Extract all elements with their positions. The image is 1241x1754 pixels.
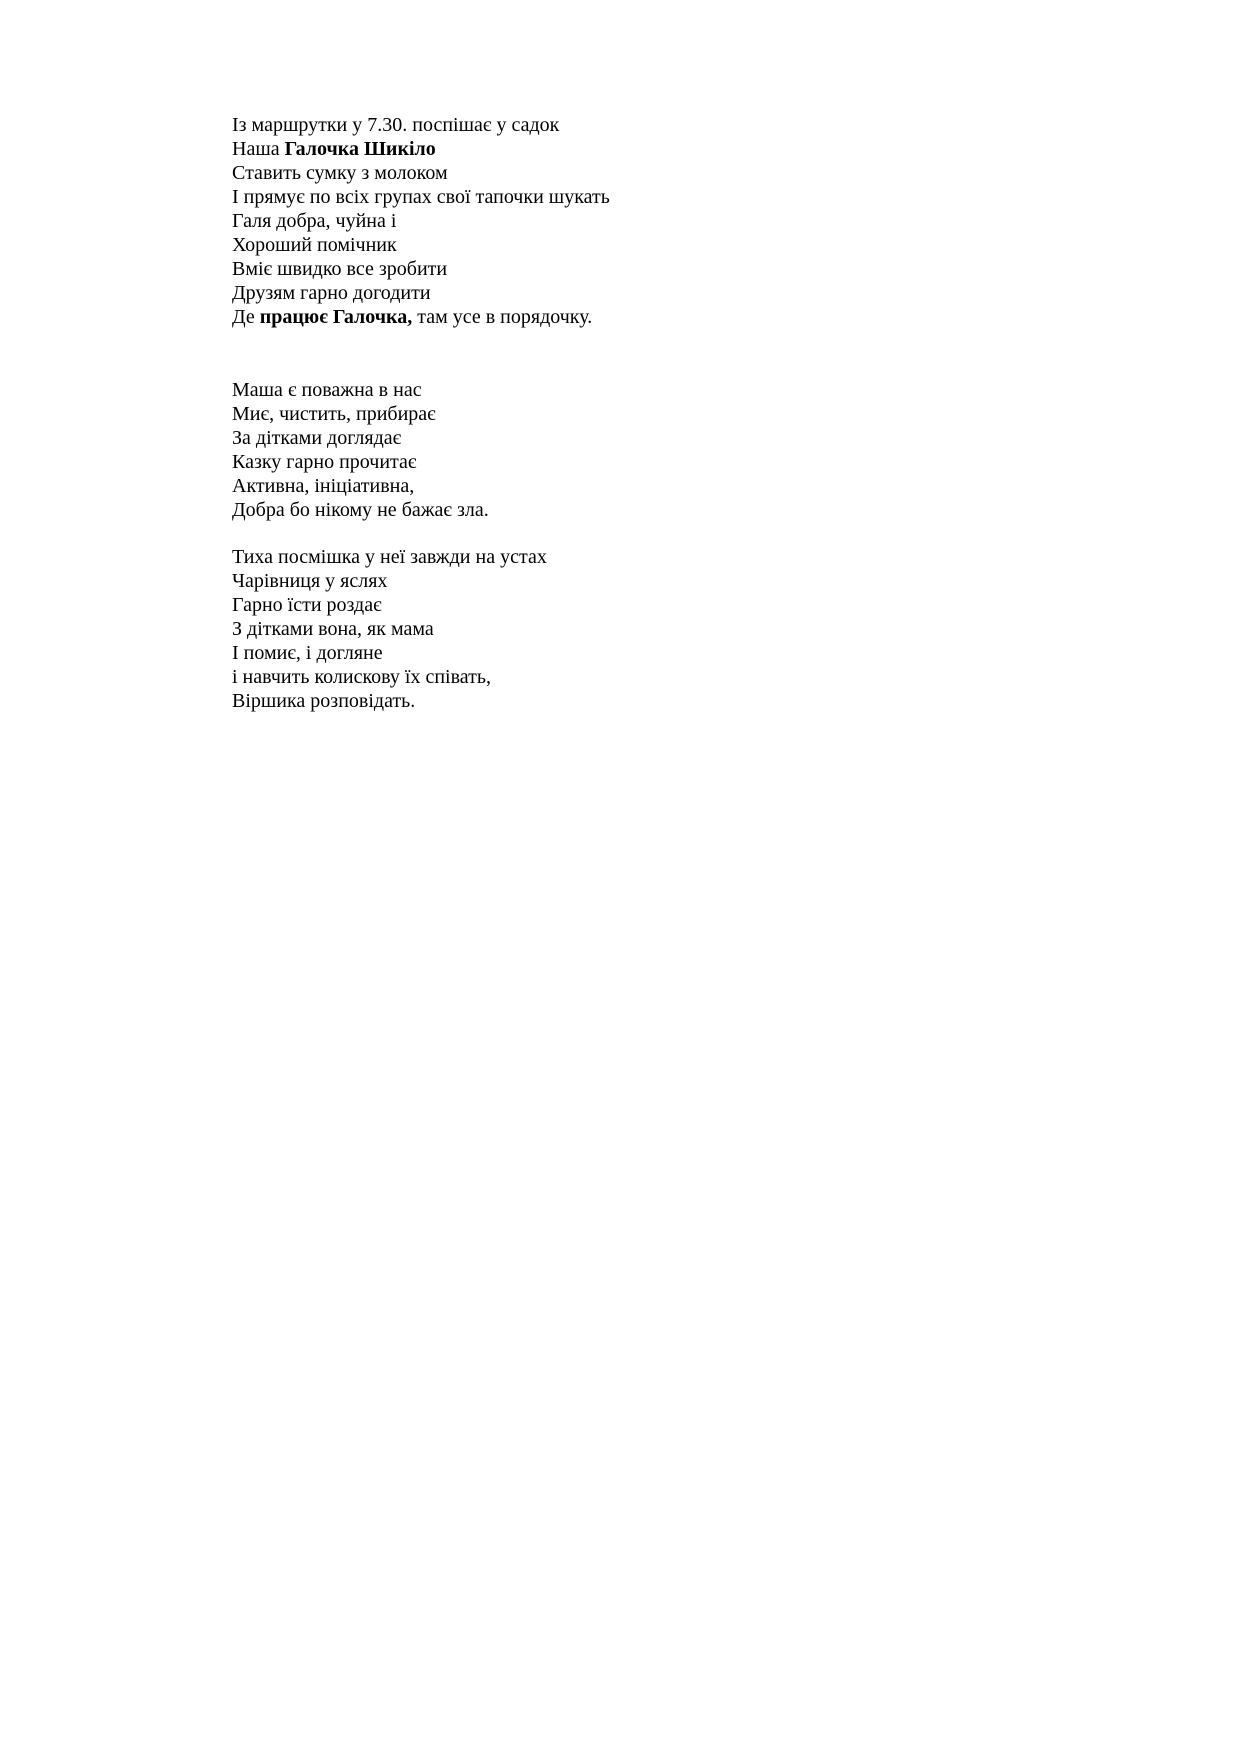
line-text: І прямує по всіх групах свої тапочки шукать (232, 186, 610, 208)
stanza-1 (232, 113, 992, 329)
poem-line (232, 209, 992, 233)
poem-line (232, 689, 992, 713)
poem-line (232, 498, 992, 522)
line-text: Друзям гарно догодити (232, 282, 431, 304)
line-text: За дітками доглядає (232, 427, 402, 449)
poem-line (232, 402, 992, 426)
poem-line (232, 113, 992, 137)
line-text: Де (232, 306, 260, 328)
poem-line (232, 281, 992, 305)
line-text: і навчить колискову їх співать, (232, 666, 491, 688)
poem-line (232, 185, 992, 209)
poem-line (232, 665, 992, 689)
poem-line (232, 233, 992, 257)
bold-name: Галочка Шикіло (284, 138, 436, 160)
poem-line (232, 569, 992, 593)
line-text: Гарно їсти роздає (232, 594, 382, 616)
stanza-2 (232, 378, 992, 522)
line-text: Активна, ініціативна, (232, 475, 415, 497)
line-text: Добра бо нікому не бажає зла. (232, 499, 489, 521)
line-text: Вміє швидко все зробити (232, 258, 448, 280)
poem-line (232, 593, 992, 617)
poem-line (232, 161, 992, 185)
line-text: Маша є поважна в нас (232, 379, 422, 401)
line-text: Віршика розповідать. (232, 690, 416, 712)
poem-line (232, 305, 992, 329)
line-text: Миє, чистить, прибирає (232, 403, 436, 425)
poem-line (232, 641, 992, 665)
line-text: Чарівниця у яслях (232, 570, 388, 592)
line-text: Ставить сумку з молоком (232, 162, 448, 184)
poem-line (232, 378, 992, 402)
line-text: З дітками вона, як мама (232, 618, 434, 640)
line-text: Тиха посмішка у неї завжди на устах (232, 546, 547, 568)
poem-line (232, 474, 992, 498)
line-text: Казку гарно прочитає (232, 451, 417, 473)
line-text: там усе в порядочку. (412, 306, 593, 328)
poem-line (232, 137, 992, 161)
stanza-3 (232, 545, 992, 713)
line-text: Із маршрутки у 7.30. поспішає у садок (232, 114, 560, 136)
poem-line (232, 257, 992, 281)
line-text: Галя добра, чуйна і (232, 210, 397, 232)
poem-line (232, 617, 992, 641)
line-text: І помиє, і догляне (232, 642, 383, 664)
poem-line (232, 545, 992, 569)
poem-line (232, 426, 992, 450)
poem-line (232, 450, 992, 474)
line-text: Хороший помічник (232, 234, 397, 256)
bold-phrase: працює Галочка, (259, 306, 413, 328)
line-text: Наша (232, 138, 285, 160)
